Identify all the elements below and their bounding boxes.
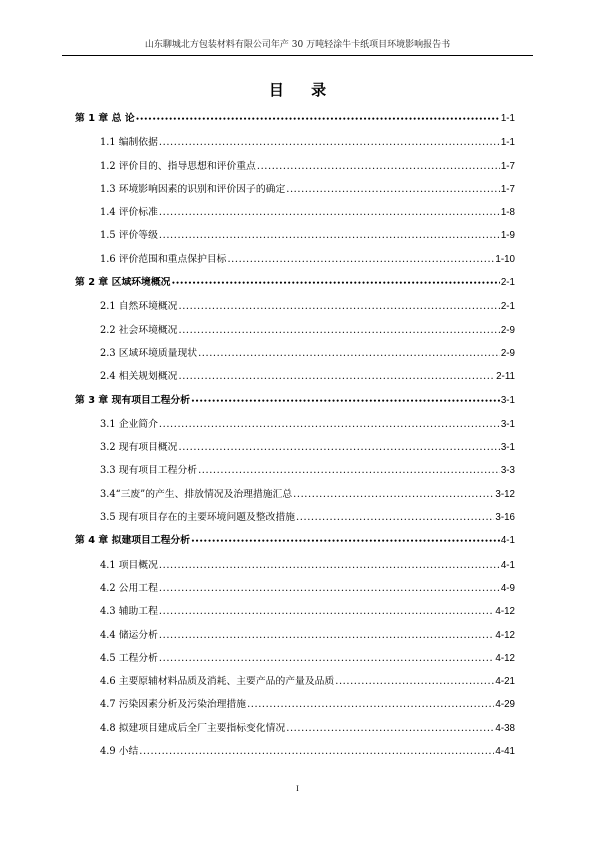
dot-leader [159,577,500,600]
toc-entry-label: 3.1 企业简介 [100,418,158,430]
toc-entry-page: 4-12 [495,652,515,664]
toc-entry-page: 4-29 [495,699,515,711]
dot-leader [139,740,494,763]
toc-entry-label: 4.6 主要原辅材料品质及消耗、主要产品的产量及品质 [100,676,335,688]
toc-entry-label: 4.5 工程分析 [100,652,158,664]
toc-entry-page: 1-10 [495,253,515,265]
toc-entry-label: 4.4 储运分析 [100,629,158,641]
toc-entry-page: 1-7 [500,160,515,172]
toc-entry-page: 3-1 [500,442,515,454]
toc-section-entry[interactable] [75,295,515,318]
toc-entry-label: 2.4 相关规划概况 [100,371,178,383]
toc-section-entry[interactable] [75,436,515,459]
dot-leader [257,155,500,178]
toc-entry-page: 2-9 [500,347,515,359]
toc-entry-label: 2.1 自然环境概况 [100,301,178,313]
dot-leader [178,295,499,318]
toc-entry-page: 1-8 [500,207,515,219]
dot-leader [159,131,500,154]
toc-entry-label: 1.3 环境影响因素的识别和评价因子的确定 [100,183,286,195]
toc-section-entry[interactable] [75,717,515,740]
toc-section-entry[interactable] [75,131,515,154]
dot-leader [159,201,500,224]
toc-section-entry[interactable] [75,365,515,388]
toc-entry-page: 2-9 [500,324,515,336]
dot-leader [171,271,499,295]
toc-entry-label: 1.1 编制依据 [100,137,158,149]
toc-entry-page: 3-1 [500,394,515,406]
dot-leader [178,319,499,342]
toc-entry-page: 2-1 [500,301,515,313]
toc-entry-label: 3.4“三废”的产生、排放情况及治理措施汇总 [100,488,293,500]
dot-leader [286,178,500,201]
dot-leader [159,413,500,436]
toc-chapter-entry[interactable] [75,529,515,553]
toc-section-entry[interactable] [75,600,515,623]
toc-entry-page: 4-41 [495,746,515,758]
toc-entry-label: 4.8 拟建项目建成后全厂主要指标变化情况 [100,722,286,734]
toc-entry-label: 1.5 评价等级 [100,230,158,242]
running-header: 山东聊城北方包装材料有限公司年产 30 万吨轻涂牛卡纸项目环境影响报告书 [62,38,533,56]
toc-entry-page: 3-3 [500,465,515,477]
dot-leader [286,717,494,740]
toc-entry-page: 4-12 [495,606,515,618]
dot-leader [159,554,500,577]
toc-section-entry[interactable] [75,670,515,693]
toc-entry-label: 4.9 小结 [100,746,139,758]
toc-entry-label: 3.5 现有项目存在的主要环境问题及整改措施 [100,512,296,524]
dot-leader [247,693,494,716]
toc-section-entry[interactable] [75,319,515,342]
dot-leader [198,342,500,365]
toc-entry-label: 3.3 现有项目工程分析 [100,465,198,477]
toc-entry-page: 4-1 [500,535,515,547]
toc-entry-label: 2.3 区域环境质量现状 [100,347,198,359]
toc-entry-label: 第 1 章 总 论 [75,113,135,124]
toc-entry-label: 3.2 现有项目概况 [100,442,178,454]
toc-chapter-entry[interactable] [75,271,515,295]
toc-entry-label: 4.2 公用工程 [100,582,158,594]
toc-section-entry[interactable] [75,693,515,716]
toc-section-entry[interactable] [75,248,515,271]
toc-entry-label: 4.1 项目概况 [100,559,158,571]
dot-leader [178,436,499,459]
toc-entry-page: 1-1 [500,137,515,149]
toc-entry-page: 3-16 [495,512,515,524]
toc-section-entry[interactable] [75,554,515,577]
toc-entry-page: 1-7 [500,183,515,195]
toc-section-entry[interactable] [75,483,515,506]
toc-entry-label: 4.3 辅助工程 [100,606,158,618]
toc-entry-page: 1-9 [500,230,515,242]
dot-leader [198,459,500,482]
toc-entry-page: 4-38 [495,722,515,734]
toc-section-entry[interactable] [75,413,515,436]
toc-entry-label: 2.2 社会环境概况 [100,324,178,336]
toc-section-entry[interactable] [75,178,515,201]
toc-section-entry[interactable] [75,577,515,600]
toc-entry-page: 2-1 [500,277,515,289]
toc-section-entry[interactable] [75,224,515,247]
dot-leader [191,529,500,553]
dot-leader [159,224,500,247]
page-title: 目 录 [268,81,327,99]
toc-section-entry[interactable] [75,624,515,647]
dot-leader [136,107,500,131]
dot-leader [293,483,494,506]
toc-entry-label: 1.4 评价标准 [100,207,158,219]
toc-entry-page: 4-1 [500,559,515,571]
toc-entry-page: 2-11 [496,371,515,383]
dot-leader [159,624,495,647]
toc-entry-label: 第 2 章 区域环境概况 [75,277,171,289]
toc-entry-page: 4-21 [495,676,515,688]
toc-entry-page: 4-12 [495,629,515,641]
dot-leader [191,389,500,413]
toc-section-entry[interactable] [75,506,515,529]
toc-entry-label: 4.7 污染因素分析及污染治理措施 [100,699,247,711]
toc-section-entry[interactable] [75,201,515,224]
toc-chapter-entry[interactable] [75,389,515,413]
toc-section-entry[interactable] [75,740,515,763]
toc-section-entry[interactable] [75,342,515,365]
toc-entry-label: 1.2 评价目的、指导思想和评价重点 [100,160,256,172]
toc-chapter-entry[interactable] [75,107,515,131]
toc-entry-label: 第 4 章 拟建项目工程分析 [75,535,191,547]
dot-leader [178,365,495,388]
dot-leader [159,600,495,623]
toc-section-entry[interactable] [75,459,515,482]
toc-entry-page: 4-9 [500,582,515,594]
toc-entry-page: 3-12 [495,488,515,500]
page-number: I [296,784,299,793]
dot-leader [159,647,495,670]
dot-leader [296,506,494,529]
table-of-contents [75,107,515,763]
toc-section-entry[interactable] [75,155,515,178]
dot-leader [335,670,494,693]
toc-entry-label: 1.6 评价范围和重点保护目标 [100,253,227,265]
dot-leader [227,248,494,271]
toc-entry-page: 1-1 [500,113,515,124]
toc-entry-label: 第 3 章 现有项目工程分析 [75,394,191,406]
toc-section-entry[interactable] [75,647,515,670]
toc-entry-page: 3-1 [500,418,515,430]
